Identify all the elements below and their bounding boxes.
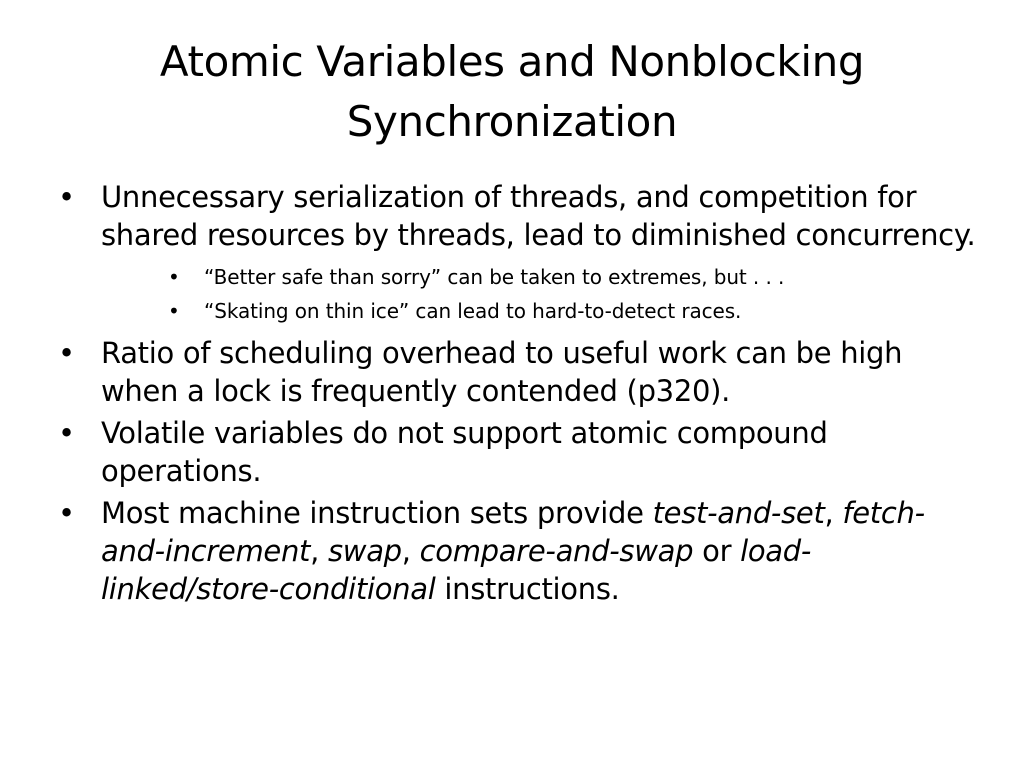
bullet-text-segment: instructions. [435,572,620,606]
bullet-text: Unnecessary serialization of threads, and competition for shared resources by threads, lead to diminished concurrency. [101,180,976,252]
sub-bullet-item [58,260,978,294]
bullet-text-segment: Most machine instruction sets provide [101,496,653,530]
bullet-text-segment: , [824,496,843,530]
bullet-text-segment: or [693,534,741,568]
instruction-name: test-and-set [652,496,825,530]
bullet-item [58,494,978,608]
slide-body [58,178,978,612]
instruction-name: load-linked/store-conditional [101,534,812,606]
instruction-name: compare-and-swap [419,534,694,568]
sub-bullet-list [58,260,978,328]
instruction-name: fetch-and-increment [101,496,925,568]
slide-title-line-2: Synchronization [346,97,678,146]
sub-bullet-dot-icon: • [168,265,180,289]
bullet-dot-icon: • [58,180,75,214]
slide-title [60,32,964,152]
bullet-text: Volatile variables do not support atomic compound operations. [101,416,828,488]
bullet-text-segment: , [401,534,420,568]
instruction-name: swap [327,534,402,568]
bullet-item [58,334,978,410]
bullet-text: Ratio of scheduling overhead to useful work can be high when a lock is frequently contended (p320). [101,336,903,408]
sub-bullet-text: “Skating on thin ice” can lead to hard-to-detect races. [204,299,742,323]
bullet-dot-icon: • [58,336,75,370]
bullet-item [58,178,978,254]
sub-bullet-dot-icon: • [168,299,180,323]
sub-bullet-text: “Better safe than sorry” can be taken to extremes, but . . . [204,265,785,289]
bullet-text-segment: , [310,534,328,568]
bullet-dot-icon: • [58,496,75,530]
bullet-item [58,414,978,490]
sub-bullet-item [58,294,978,328]
bullet-dot-icon: • [58,416,75,450]
bullet-text [101,494,978,608]
slide-title-line-1: Atomic Variables and Nonblocking [159,37,865,86]
